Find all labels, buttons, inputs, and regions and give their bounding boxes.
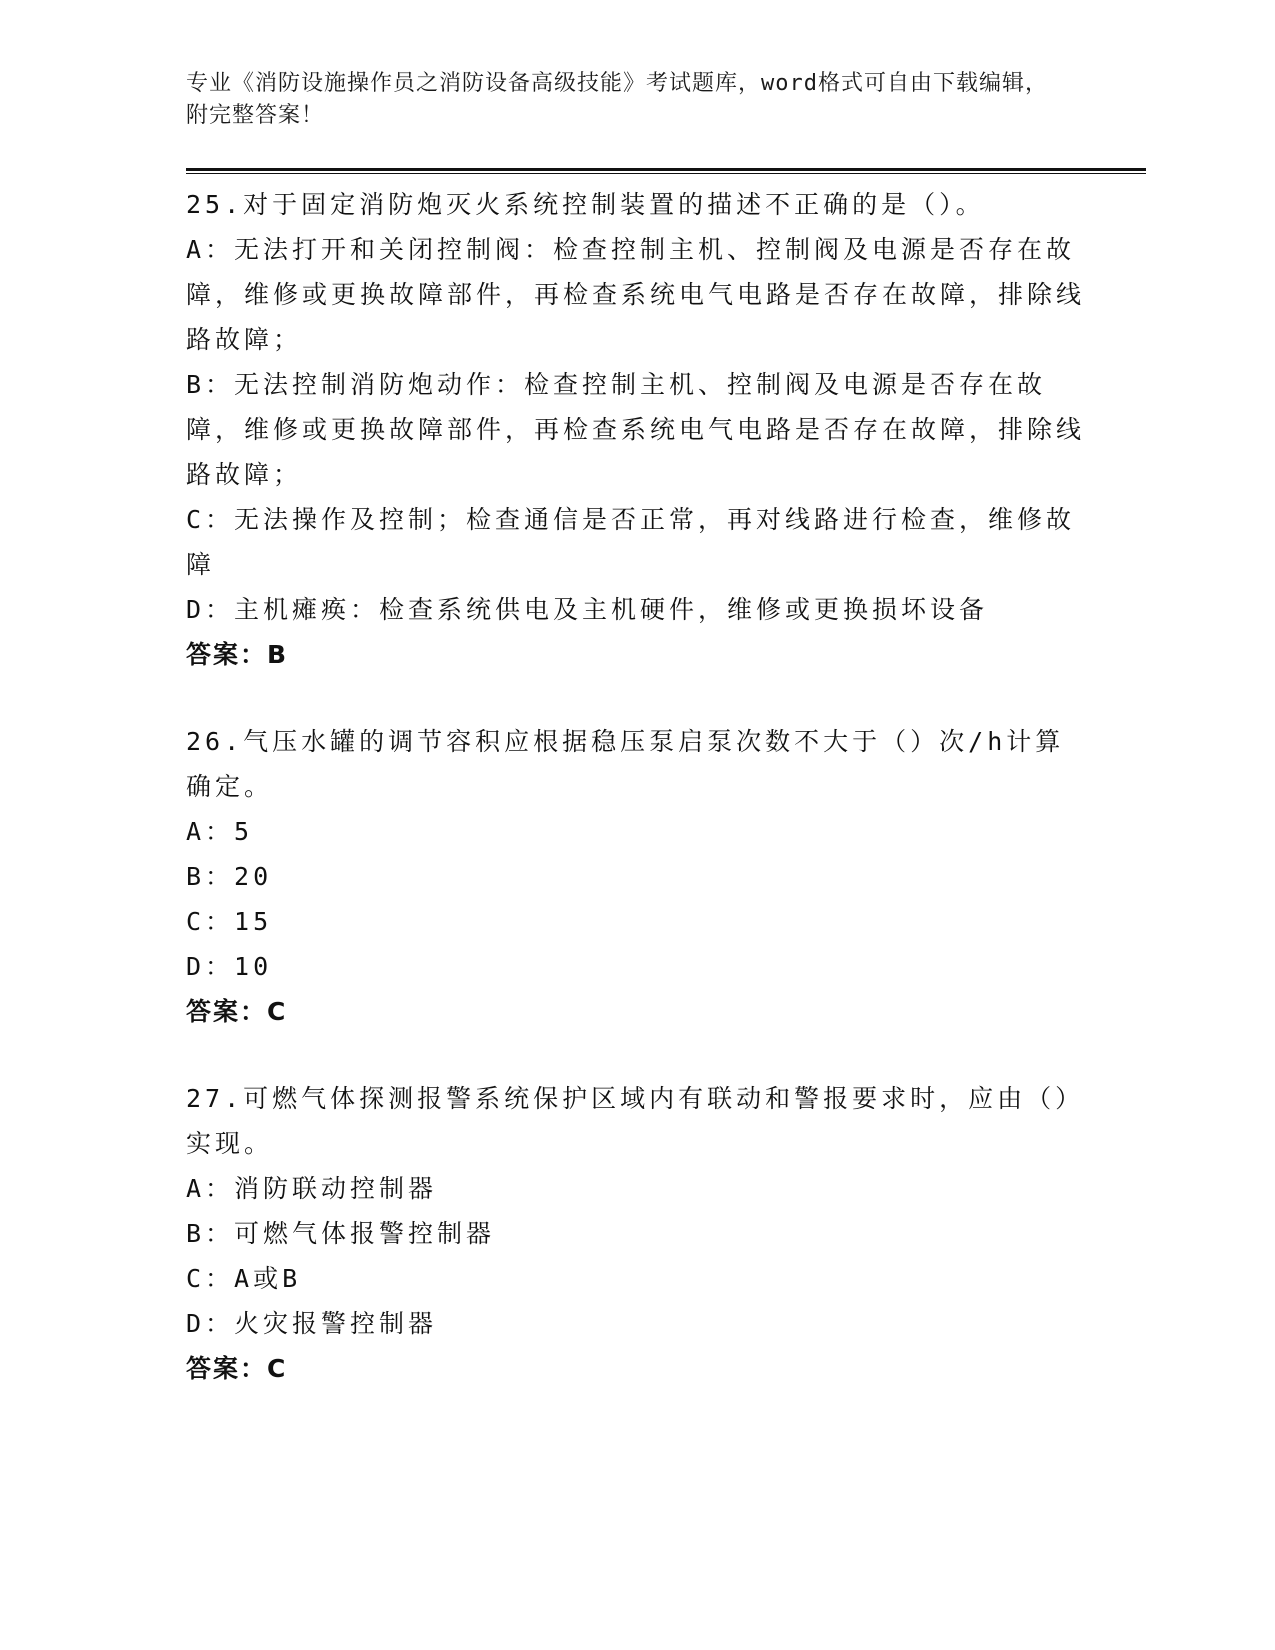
divider-thick-line [186, 168, 1146, 171]
document-page [186, 68, 1146, 1391]
option-b: B：无法控制消防炮动作：检查控制主机、控制阀及电源是否存在故障，维修或更换故障部件，再检查系统电气电路是否存在故障，排除线路故障； [186, 370, 1086, 489]
question-stem: 26.气压水罐的调节容积应根据稳压泵启泵次数不大于（）次/h计算确定。 [186, 727, 1065, 801]
option-d: D：10 [186, 952, 273, 981]
answer-line: 答案：C [186, 997, 288, 1026]
question-stem: 27.可燃气体探测报警系统保护区域内有联动和警报要求时，应由（）实现。 [186, 1084, 1085, 1158]
question-27 [186, 1076, 1086, 1391]
answer-line: 答案：C [186, 1354, 288, 1383]
option-b: B：20 [186, 862, 273, 891]
divider-thin-line [186, 173, 1146, 174]
option-a: A：5 [186, 817, 254, 846]
question-26 [186, 719, 1086, 1034]
option-a: A：无法打开和关闭控制阀：检查控制主机、控制阀及电源是否存在故障，维修或更换故障部件，再检查系统电气电路是否存在故障，排除线路故障； [186, 235, 1086, 354]
option-c: C：15 [186, 907, 273, 936]
question-stem: 25.对于固定消防炮灭火系统控制装置的描述不正确的是（）。 [186, 190, 985, 219]
option-d: D：火灾报警控制器 [186, 1309, 438, 1338]
answer-line: 答案：B [186, 640, 289, 669]
option-c: C：无法操作及控制；检查通信是否正常，再对线路进行检查，维修故障 [186, 505, 1076, 579]
option-b: B：可燃气体报警控制器 [186, 1219, 496, 1248]
option-a: A：消防联动控制器 [186, 1174, 438, 1203]
header-divider [186, 168, 1146, 174]
document-header: 专业《消防设施操作员之消防设备高级技能》考试题库，word格式可自由下载编辑，附完整答案！ [186, 71, 1048, 128]
question-25 [186, 182, 1086, 677]
option-d: D：主机瘫痪：检查系统供电及主机硬件，维修或更换损坏设备 [186, 595, 989, 624]
option-c: C：A或B [186, 1264, 302, 1293]
